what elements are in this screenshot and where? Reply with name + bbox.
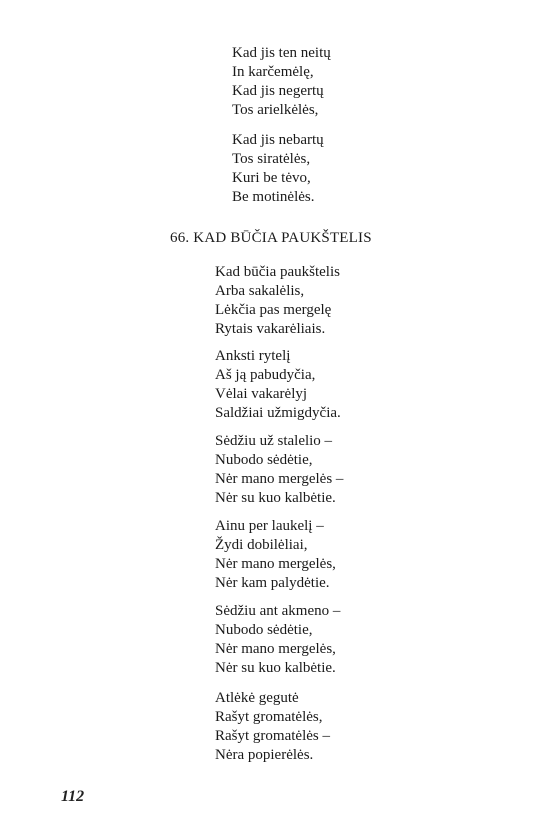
verse-line: Kad jis negertų: [232, 83, 324, 99]
stanza-3: [215, 432, 343, 508]
verse-line: Vėlai vakarėlyj: [215, 386, 308, 402]
verse-line: Sėdžiu ant akmeno –: [215, 603, 341, 619]
verse-line: Nubodo sėdėtie,: [215, 622, 313, 638]
stanza-5: [215, 602, 340, 678]
verse-line: Nėr mano mergelės –: [215, 471, 344, 487]
verse-line: Tos arielkėlės,: [232, 102, 319, 118]
verse-line: Saldžiai užmigdyčia.: [215, 405, 341, 421]
verse-line: Nėra popierėlės.: [215, 747, 314, 763]
verse-line: Nėr su kuo kalbėtie.: [215, 490, 336, 506]
verse-line: Rašyt gromatėlės,: [215, 709, 323, 725]
verse-line: Rašyt gromatėlės –: [215, 728, 330, 744]
verse-line: Arba sakalėlis,: [215, 283, 305, 299]
verse-line: Be motinėlės.: [232, 189, 315, 205]
verse-line: Kad būčia paukštelis: [215, 264, 340, 280]
stanza-4: [215, 517, 336, 593]
stanza-1: [215, 263, 340, 339]
verse-line: Sėdžiu už stalelio –: [215, 433, 333, 449]
verse-line: Nubodo sėdėtie,: [215, 452, 313, 468]
page-number: 112: [61, 788, 85, 805]
verse-line: Kuri be tėvo,: [232, 170, 311, 186]
verse-line: Lėkčia pas mergelę: [215, 302, 332, 318]
verse-line: Nėr mano mergelės,: [215, 556, 336, 572]
stanza-previous-2: [232, 131, 324, 207]
verse-line: Rytais vakarėliais.: [215, 321, 326, 337]
verse-line: Žydi dobilėliai,: [215, 537, 308, 553]
verse-line: Kad jis ten neitų: [232, 45, 331, 61]
verse-line: Anksti rytelį: [215, 348, 291, 364]
verse-line: Tos siratėlės,: [232, 151, 311, 167]
stanza-2: [215, 347, 341, 423]
stanza-6: [215, 689, 330, 765]
song-heading: 66. KAD BŪČIA PAUKŠTELIS: [170, 230, 372, 246]
verse-line: Kad jis nebartų: [232, 132, 324, 148]
verse-line: Nėr kam palydėtie.: [215, 575, 330, 591]
verse-line: Nėr su kuo kalbėtie.: [215, 660, 336, 676]
stanza-previous-1: [232, 44, 331, 120]
verse-line: Ainu per laukelį –: [215, 518, 324, 534]
verse-line: In karčemėlę,: [232, 64, 314, 80]
verse-line: Nėr mano mergelės,: [215, 641, 336, 657]
verse-line: Atlėkė gegutė: [215, 690, 299, 706]
verse-line: Aš ją pabudyčia,: [215, 367, 316, 383]
